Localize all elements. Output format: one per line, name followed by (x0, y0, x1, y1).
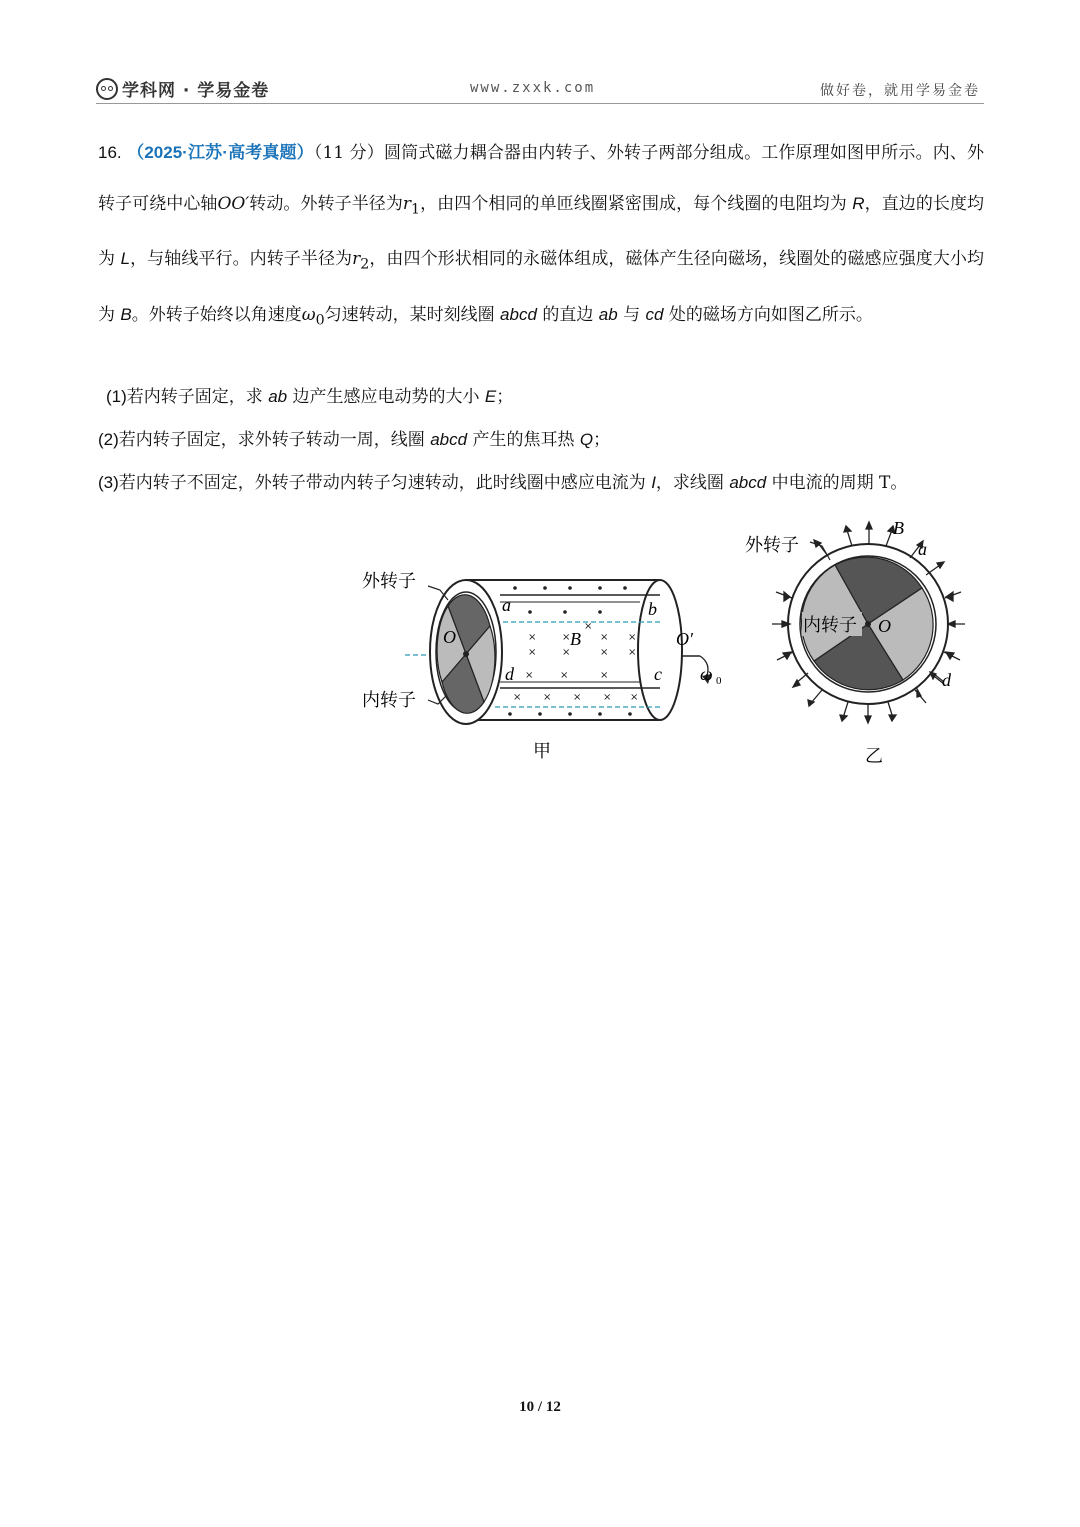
subquestion-var: abcd (729, 473, 767, 492)
svg-text:×: × (584, 621, 593, 632)
subquestion-label: (2) (98, 430, 119, 449)
field-label: B (570, 629, 581, 649)
stem-text-9: 的直边 (542, 305, 594, 326)
stem-text-5: ，与轴线平行。内转子半径为 (130, 249, 353, 270)
svg-text:×: × (528, 632, 537, 643)
subquestion-var: Q (579, 430, 594, 449)
outer-rotor-label: 外转子 (745, 535, 799, 556)
source-tag: （2025·江苏·高考真题） (127, 143, 314, 162)
length-symbol: L (120, 249, 131, 269)
subquestion-text: 中电流的周期 T。 (766, 473, 908, 493)
site-url: www.zxxk.com (470, 80, 596, 96)
svg-text:×: × (600, 670, 609, 681)
stem-text-10: 与 (623, 305, 641, 326)
subquestion-text: ，求线圈 (655, 473, 730, 493)
logo-text: 学科网 · 学易金卷 (122, 81, 270, 101)
slogan: 做好卷，就用学易金卷 (820, 83, 980, 99)
page-number: 10 / 12 (519, 1399, 561, 1415)
subquestion-text: 产生的焦耳热 (467, 430, 580, 450)
point-d-label: d (942, 670, 951, 690)
omega-subscript: 0 (716, 675, 722, 687)
svg-text:×: × (543, 692, 552, 703)
corner-c-label: c (654, 664, 662, 684)
subquestion-text: 边产生感应电动势的大小 (287, 387, 485, 407)
stem-text-7: 。外转子始终以角速度 (131, 305, 302, 326)
stem-text-3: ，由四个相同的单匝线圈紧密围成，每个线圈的电阻均为 (420, 193, 847, 214)
r1-symbol: r (402, 193, 412, 214)
inner-rotor-label: 内转子 (803, 615, 857, 636)
question-number: 16. (98, 143, 122, 162)
coil-abcd: abcd (500, 305, 537, 325)
svg-text:×: × (600, 647, 609, 658)
omega-label: ω (700, 664, 713, 684)
svg-text:×: × (603, 692, 612, 703)
subquestion-var: abcd (430, 430, 468, 449)
cylinder-end-cap (638, 580, 682, 720)
svg-text:×: × (573, 692, 582, 703)
subquestion-text: 若内转子不固定，外转子带动内转子匀速转动，此时线圈中感应电流为 (118, 473, 652, 493)
svg-text:×: × (562, 647, 571, 658)
outer-rotor-label: 外转子 (362, 571, 416, 592)
svg-text:×: × (628, 647, 637, 658)
svg-text:×: × (630, 692, 639, 703)
omega-symbol: ω (301, 305, 316, 326)
figure-b (745, 518, 965, 767)
stem-text-4: ，直边的长度均为 (98, 193, 985, 270)
subquestion-text: ； (593, 430, 611, 450)
svg-text:×: × (560, 670, 569, 681)
caption-a: 甲 (533, 741, 551, 762)
r1-subscript: 1 (411, 200, 421, 217)
stem-text-6: ，由四个形状相同的永磁体组成，磁体产生径向磁场，线圈处的磁感应强度大小均为 (98, 249, 985, 326)
subquestion-var: ab (268, 387, 288, 406)
corner-d-label: d (505, 664, 514, 684)
resistance-symbol: R (852, 193, 865, 213)
corner-b-label: b (648, 599, 657, 619)
side-ab: ab (598, 305, 618, 325)
inner-rotor-label: 内转子 (362, 690, 416, 711)
svg-text:×: × (562, 632, 571, 643)
subquestion-label: (3) (98, 473, 119, 492)
center-label: O (443, 627, 456, 647)
svg-text:×: × (525, 670, 534, 681)
svg-text:×: × (513, 692, 522, 703)
omega-subscript: 0 (315, 312, 325, 329)
point-a-label: a (918, 539, 927, 559)
svg-text:×: × (628, 632, 637, 643)
stem-text-2: 转动。外转子半径为 (249, 193, 403, 214)
svg-text:×: × (528, 647, 537, 658)
figure-a (362, 571, 722, 762)
subquestion-var: I (651, 473, 656, 492)
center-label: O (878, 616, 891, 636)
caption-b: 乙 (865, 746, 883, 767)
stem-text-11: 处的磁场方向如图乙所示。 (668, 305, 873, 326)
subquestion-var: E (484, 387, 497, 406)
center-prime-label: O′ (676, 629, 693, 649)
score: （11 分） (313, 143, 384, 163)
side-cd: cd (645, 305, 664, 325)
subquestion-text: ； (496, 387, 514, 407)
stem-text-8: 匀速转动，某时刻线圈 (324, 305, 495, 326)
field-symbol: B (120, 305, 132, 325)
subquestion-text: 若内转子固定，求外转子转动一周，线圈 (118, 430, 431, 450)
r2-symbol: r (352, 249, 361, 270)
subquestion-label: (1) (106, 387, 127, 406)
r2-subscript: 2 (360, 256, 370, 273)
stem-text-1: 圆筒式磁力耦合器由内转子、外转子两部分组成。工作原理如图甲所示。内、外转子可绕中心轴 (98, 143, 985, 214)
field-label: B (893, 518, 904, 538)
subquestion-text: 若内转子固定，求 (126, 387, 269, 407)
corner-a-label: a (502, 595, 511, 615)
svg-text:×: × (600, 632, 609, 643)
axis-label: OO′ (217, 193, 250, 214)
